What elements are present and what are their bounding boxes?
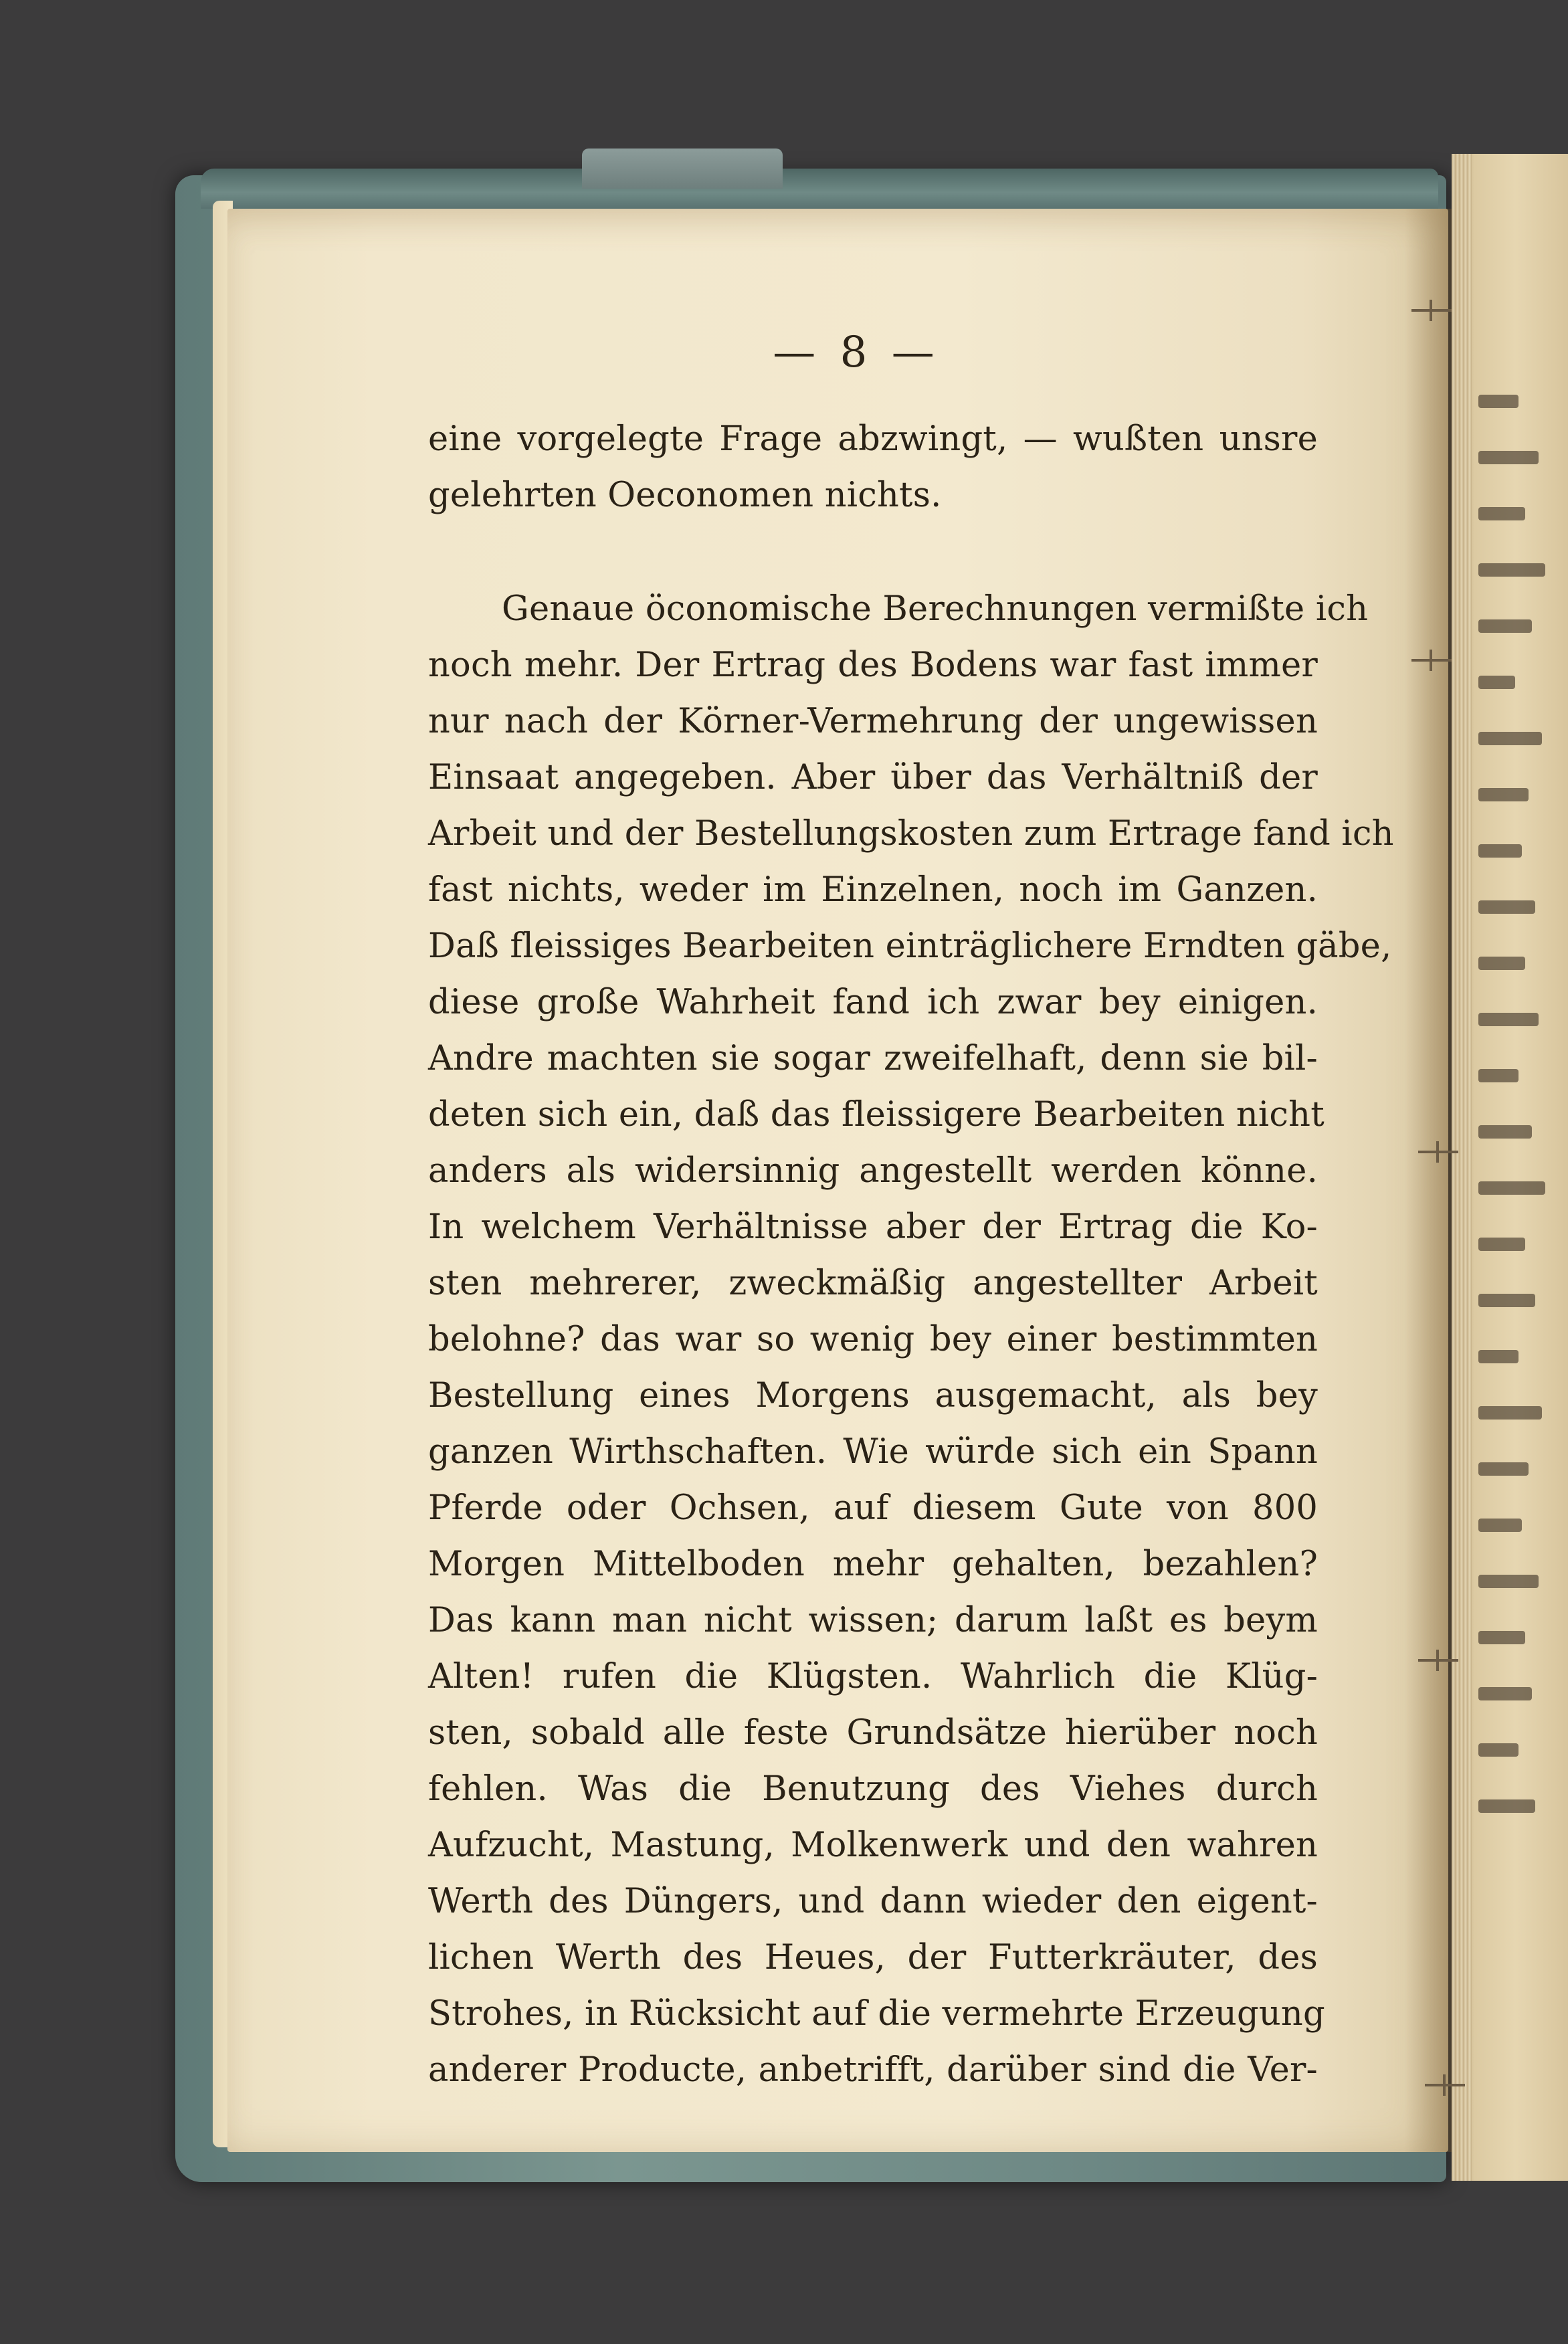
text-line: eine vorgelegte Frage abzwingt, — wußten unsre — [428, 419, 1318, 459]
facing-page-fragment — [1478, 1462, 1529, 1476]
text-line: Morgen Mittelboden mehr gehalten, bezahlen? — [428, 1545, 1318, 1584]
facing-page-fragment — [1478, 1519, 1522, 1532]
text-line: Andre machten sie sogar zweifelhaft, denn sie bil- — [428, 1039, 1318, 1078]
margin-cross-mark — [1418, 1659, 1458, 1662]
facing-page-fragment — [1478, 957, 1525, 970]
margin-cross-mark — [1425, 2084, 1465, 2086]
margin-cross-mark — [1411, 309, 1452, 312]
facing-page-fragment — [1478, 1743, 1518, 1757]
facing-page-fragment — [1478, 900, 1535, 914]
text-line: fehlen. Was die Benutzung des Viehes durch — [428, 1769, 1318, 1809]
text-line: noch mehr. Der Ertrag des Bodens war fast immer — [428, 646, 1318, 685]
text-line: anders als widersinnig angestellt werden könne. — [428, 1151, 1318, 1191]
text-line: Alten! rufen die Klügsten. Wahrlich die Klüg- — [428, 1657, 1318, 1696]
facing-page-fragment — [1478, 1181, 1545, 1195]
text-line: Genaue öconomische Berechnungen vermißte ich — [502, 589, 1369, 629]
text-line: sten, sobald alle feste Grundsätze hierüber noch — [428, 1713, 1318, 1753]
text-line: In welchem Verhältnisse aber der Ertrag die Ko- — [428, 1207, 1318, 1247]
text-line: diese große Wahrheit fand ich zwar bey einigen. — [428, 983, 1318, 1022]
text-line: nur nach der Körner-Vermehrung der ungewissen — [428, 702, 1318, 741]
text-line: sten mehrerer, zweckmäßig angestellter Arbeit — [428, 1264, 1318, 1303]
facing-page-fragment — [1478, 788, 1529, 801]
facing-page-fragment — [1478, 1294, 1535, 1307]
page-number: — 8 — — [773, 328, 940, 377]
text-line: lichen Werth des Heues, der Futterkräuter, des — [428, 1938, 1318, 1977]
facing-page-fragment — [1478, 732, 1542, 745]
facing-page-fragment — [1478, 507, 1525, 520]
text-line: Daß fleissiges Bearbeiten einträglichere Erndten gäbe, — [428, 926, 1392, 966]
facing-page-fragment — [1478, 563, 1545, 577]
text-line: gelehrten Oeconomen nichts. — [428, 476, 942, 515]
text-line: deten sich ein, daß das fleissigere Bearbeiten nicht — [428, 1095, 1325, 1135]
text-line: Aufzucht, Mastung, Molkenwerk und den wahren — [428, 1826, 1318, 1865]
paragraph-gap — [428, 524, 1318, 581]
facing-page-fragment — [1478, 1013, 1539, 1026]
text-line: Pferde oder Ochsen, auf diesem Gute von 800 — [428, 1488, 1318, 1528]
right-page-edges — [1452, 154, 1472, 2181]
text-line: Strohes, in Rücksicht auf die vermehrte Erzeugung — [428, 1994, 1325, 2034]
facing-page-fragment — [1478, 1069, 1518, 1082]
text-line: ganzen Wirthschaften. Wie würde sich ein Spann — [428, 1432, 1318, 1472]
facing-page-fragment — [1478, 1238, 1525, 1251]
text-line: Bestellung eines Morgens ausgemacht, als bey — [428, 1376, 1318, 1415]
text-line: belohne? das war so wenig bey einer bestimmten — [428, 1320, 1318, 1359]
text-line: Einsaat angegeben. Aber über das Verhältniß der — [428, 758, 1318, 797]
cover-top-edge — [201, 169, 1438, 209]
facing-page-fragment — [1478, 1406, 1542, 1420]
facing-page-fragment — [1478, 451, 1539, 464]
facing-page-fragment — [1478, 619, 1532, 633]
body-text — [428, 411, 1394, 2098]
facing-page-fragment — [1478, 1631, 1525, 1644]
text-line: Arbeit und der Bestellungskosten zum Ertrage fand ich — [428, 814, 1394, 854]
margin-cross-mark — [1418, 1151, 1458, 1153]
text-line: anderer Producte, anbetrifft, darüber sind die Ver- — [428, 2050, 1318, 2090]
facing-page-fragment — [1478, 1687, 1532, 1700]
margin-cross-mark — [1411, 659, 1452, 662]
facing-page-fragment — [1478, 395, 1518, 408]
facing-page-fragment — [1478, 1575, 1539, 1588]
spine-tab — [582, 149, 783, 189]
facing-page-fragment — [1478, 1350, 1518, 1363]
facing-page-fragment — [1478, 1125, 1532, 1139]
text-line: fast nichts, weder im Einzelnen, noch im Ganzen. — [428, 870, 1318, 910]
facing-page-fragment — [1478, 1799, 1535, 1813]
right-page-text-fragments — [1472, 375, 1565, 2047]
facing-page-fragment — [1478, 676, 1515, 689]
facing-page-fragment — [1478, 844, 1522, 858]
text-line: Das kann man nicht wissen; darum laßt es beym — [428, 1601, 1318, 1640]
text-line: Werth des Düngers, und dann wieder den eigent- — [428, 1882, 1318, 1921]
